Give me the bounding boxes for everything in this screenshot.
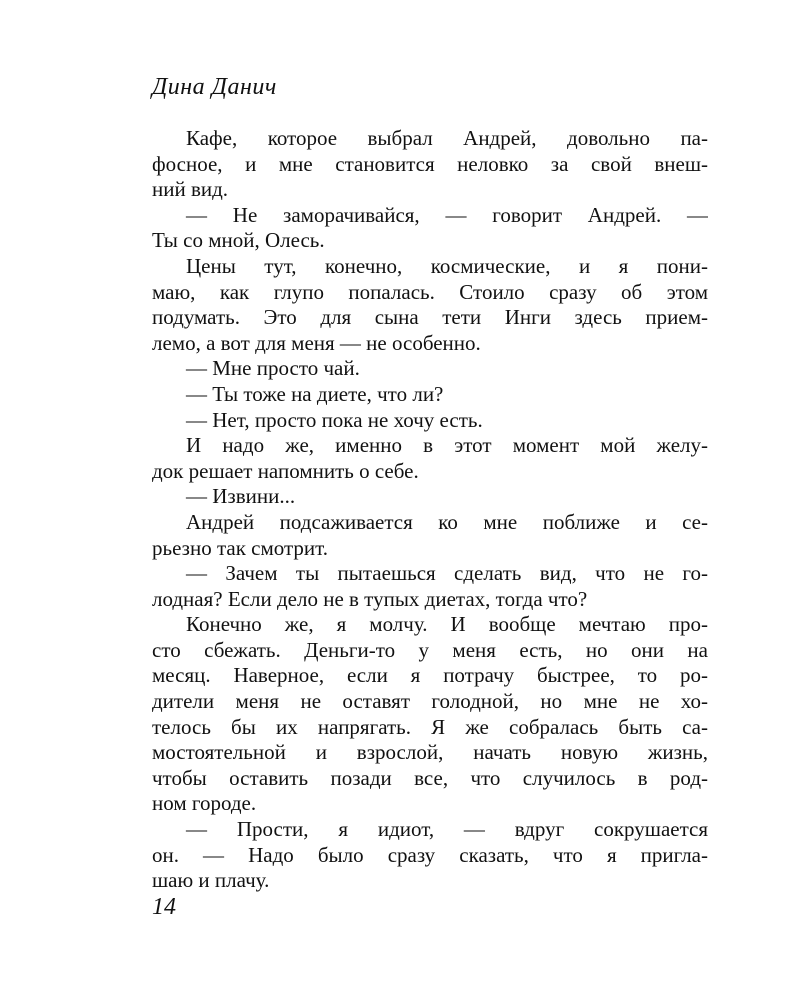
text-line: телось бы их напрягать. Я же собралась быть са- (152, 714, 708, 739)
running-head: Дина Данич (152, 74, 277, 100)
text-line: подумать. Это для сына тети Инги здесь прием- (152, 305, 708, 330)
text-line: И надо же, именно в этот момент мой желу- (186, 433, 708, 458)
body-text (152, 126, 708, 894)
text-line: лодная? Если дело не в тупых диетах, тогда что? (152, 586, 588, 611)
text-line: Андрей подсаживается ко мне поближе и се- (186, 509, 708, 534)
text-line: — Прости, я идиот, — вдруг сокрушается (186, 817, 708, 842)
text-line: сто сбежать. Деньги-то у меня есть, но они на (152, 637, 708, 662)
text-line: мостоятельной и взрослой, начать новую жизнь, (152, 740, 708, 765)
text-line: ном городе. (152, 791, 257, 816)
text-line: чтобы оставить позади все, что случилось в род- (152, 765, 708, 790)
text-line: шаю и плачу. (152, 868, 270, 893)
text-line: дители меня не оставят голодной, но мне не хо- (152, 689, 708, 714)
page-number: 14 (152, 894, 176, 920)
text-line: он. — Надо было сразу сказать, что я пригла- (152, 842, 708, 867)
text-line: Кафе, которое выбрал Андрей, довольно па- (186, 126, 708, 150)
text-line: — Извини... (186, 484, 296, 509)
text-line: док решает напомнить о себе. (152, 458, 419, 483)
text-line: месяц. Наверное, если я потрачу быстрее, то ро- (152, 663, 708, 688)
text-line: Цены тут, конечно, космические, и я пони- (186, 253, 708, 278)
text-line: — Нет, просто пока не хочу есть. (186, 407, 483, 432)
text-line: маю, как глупо попалась. Стоило сразу об этом (152, 279, 708, 304)
text-line: — Не заморачивайся, — говорит Андрей. — (186, 202, 708, 227)
text-line: рьезно так смотрит. (152, 535, 328, 560)
text-line: — Зачем ты пытаешься сделать вид, что не го- (186, 561, 708, 586)
text-line: ний вид. (152, 177, 229, 202)
text-line: лемо, а вот для меня — не особенно. (152, 330, 481, 355)
text-line: Ты со мной, Олесь. (152, 228, 325, 253)
text-line: Конечно же, я молчу. И вообще мечтаю про- (186, 612, 708, 637)
text-line: — Мне просто чай. (186, 356, 360, 381)
text-line: фосное, и мне становится неловко за свой внеш- (152, 151, 708, 176)
text-line: — Ты тоже на диете, что ли? (186, 381, 444, 406)
